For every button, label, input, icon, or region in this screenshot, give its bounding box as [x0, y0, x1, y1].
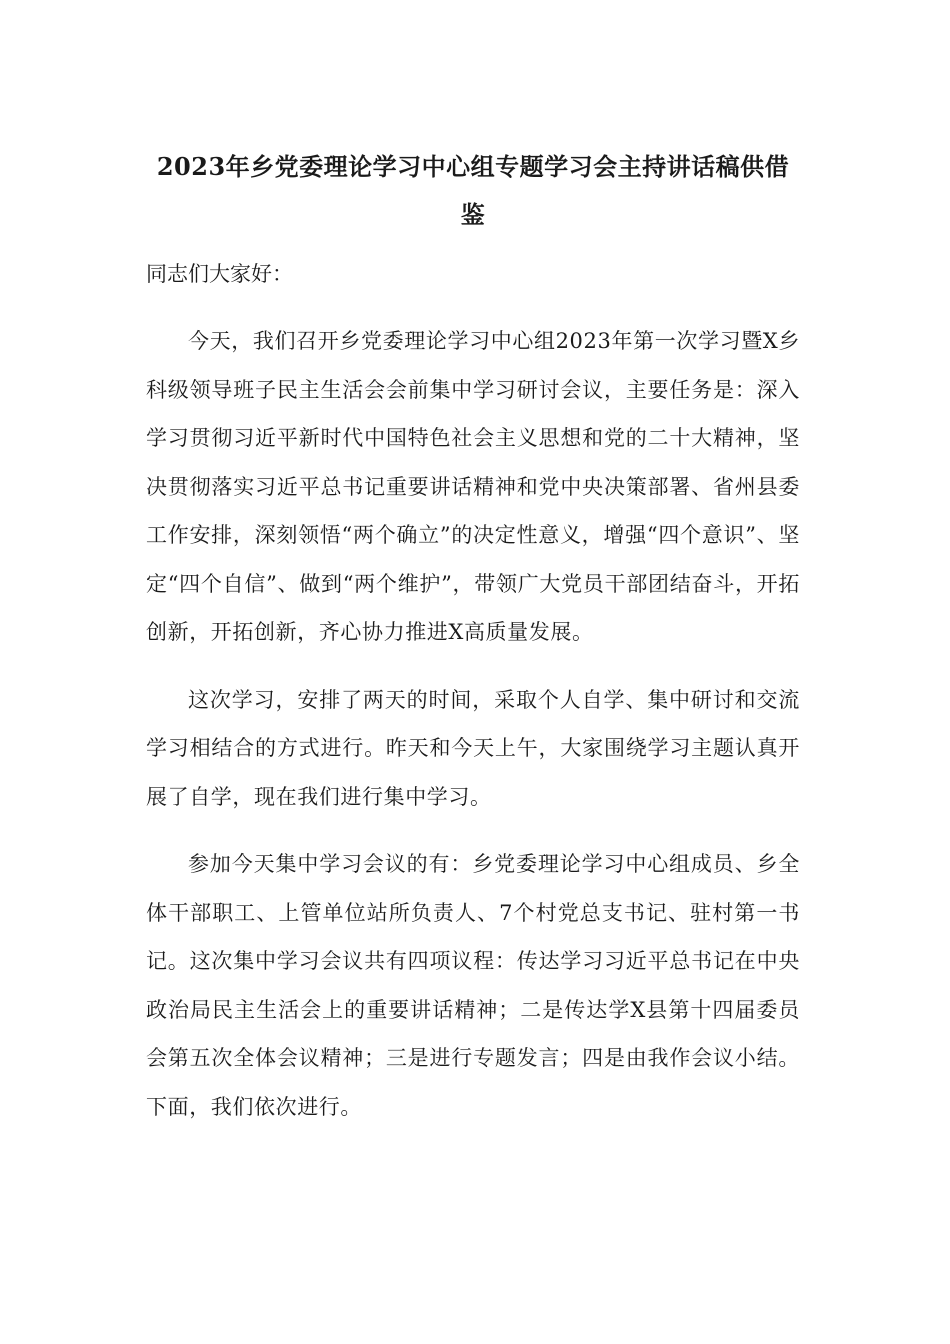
paragraph-1: 今天，我们召开乡党委理论学习中心组2023年第一次学习暨X乡科级领导班子民主生活会会前集中学习研讨会议，主要任务是：深入学习贯彻习近平新时代中国特色社会主义思想和党的二十大精神，坚决贯彻落实习近平总书记重要讲话精神和党中央决策部署、省州县委工作安排，深刻领悟“两个确立”的决定性意义，增强“四个意识”、坚定“四个自信”、做到“两个维护”，带领广大党员干部团结奋斗，开拓创新，开拓创新，齐心协力推进X高质量发展。: [146, 329, 800, 644]
document-body: [146, 143, 800, 1131]
greeting: 同志们大家好：: [146, 262, 293, 286]
document-title: 2023年乡党委理论学习中心组专题学习会主持讲话稿供借鉴: [156, 152, 790, 229]
paragraph-2: 这次学习，安排了两天的时间，采取个人自学、集中研讨和交流学习相结合的方式进行。昨天和今天上午，大家围绕学习主题认真开展了自学，现在我们进行集中学习。: [146, 687, 800, 809]
paragraph-3: 参加今天集中学习会议的有：乡党委理论学习中心组成员、乡全体干部职工、上管单位站所负责人、7个村党总支书记、驻村第一书记。这次集中学习会议共有四项议程：传达学习习近平总书记在中央政治局民主生活会上的重要讲话精神；二是传达学X县第十四届委员会第五次全体会议精神；三是进行专题发言；四是由我作会议小结。下面，我们依次进行。: [146, 852, 800, 1119]
